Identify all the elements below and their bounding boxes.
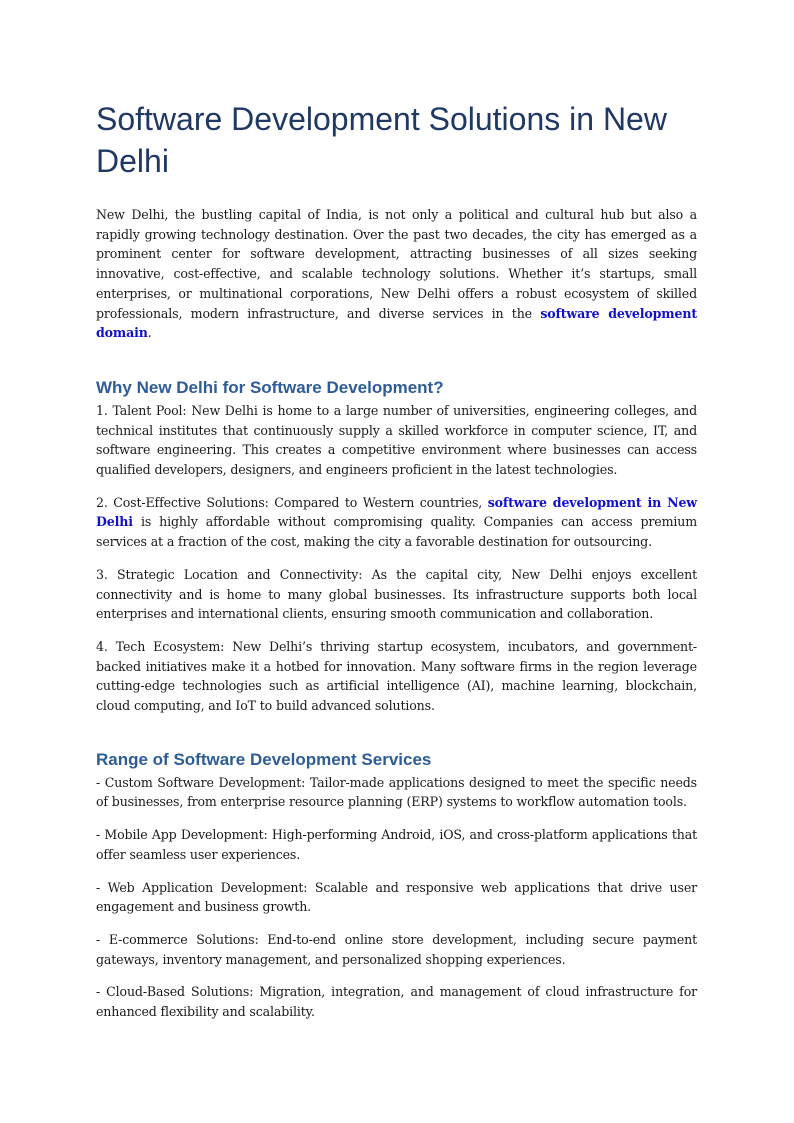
list-item: - Web Application Development: Scalable and responsive web applications that drive user engagement and business growth. [96,879,697,915]
intro-text: New Delhi, the bustling capital of India, is not only a political and cultural hub but also a rapidly growing technology destination. Over the past two decades, the city has emerged as a prominent center for software development, attracting businesses of all sizes seeking innovative, cost-effective, and scalable technology solutions. Whether it’s startups, small enterprises, or multinational corporations, New Delhi offers a robust ecosystem of skilled professionals, modern infrastructure, and diverse services in the [96,207,697,321]
cost-effective-text: 2. Cost-Effective Solutions: Compared to Western countries, [96,494,488,510]
document-page [96,98,697,1035]
software-development-domain-link[interactable]: software development domain [96,305,697,341]
software-development-new-delhi-link[interactable]: software development in New Delhi [96,494,698,530]
list-item: - Mobile App Development: High-performing Android, iOS, and cross-platform applications that offer seamless user experiences. [96,827,697,862]
section-heading-why-new-delhi: Why New Delhi for Software Development? [96,377,444,397]
list-item: - Cloud-Based Solutions: Migration, integration, and management of cloud infrastructure for enhanced flexibility and scalability. [96,984,697,1020]
list-item: - Custom Software Development: Tailor-made applications designed to meet the specific needs of businesses, from enterprise resource planning (ERP) systems to workflow automation tools. [96,774,697,810]
page-title: Software Development Solutions in New Delhi [96,101,667,179]
section-heading-services: Range of Software Development Services [96,749,432,769]
list-item: - E-commerce Solutions: End-to-end online store development, including secure payment gateways, inventory management, and personalized shopping experiences. [96,931,697,967]
cost-effective-text-continued: is highly affordable without compromising quality. Companies can access premium services at a fraction of the cost, making the city a favorable destination for outsourcing. [96,514,697,550]
paragraph-tech-ecosystem: 4. Tech Ecosystem: New Delhi’s thriving startup ecosystem, incubators, and government-backed initiatives make it a hotbed for innovation. Many software firms in the region leverage cutting-edge technologies such as artificial intelligence (AI), machine learning, blockchain, cloud computing, and IoT to build advanced solutions. [96,638,697,714]
intro-period: . [147,325,152,341]
paragraph-talent-pool: 1. Talent Pool: New Delhi is home to a large number of universities, engineering colleges, and technical institutes that continuously supply a skilled workforce in computer science, IT, and software engineering. This creates a competitive environment where businesses can access qualified developers, designers, and engineers proficient in the latest technologies. [96,402,697,478]
intro-paragraph [96,205,697,343]
paragraph-strategic-location: 3. Strategic Location and Connectivity: As the capital city, New Delhi enjoys excellent connectivity and is home to many global businesses. Its infrastructure supports both local enterprises and international clients, ensuring smooth communication and collaboration. [96,566,697,622]
paragraph-cost-effective [96,493,697,552]
